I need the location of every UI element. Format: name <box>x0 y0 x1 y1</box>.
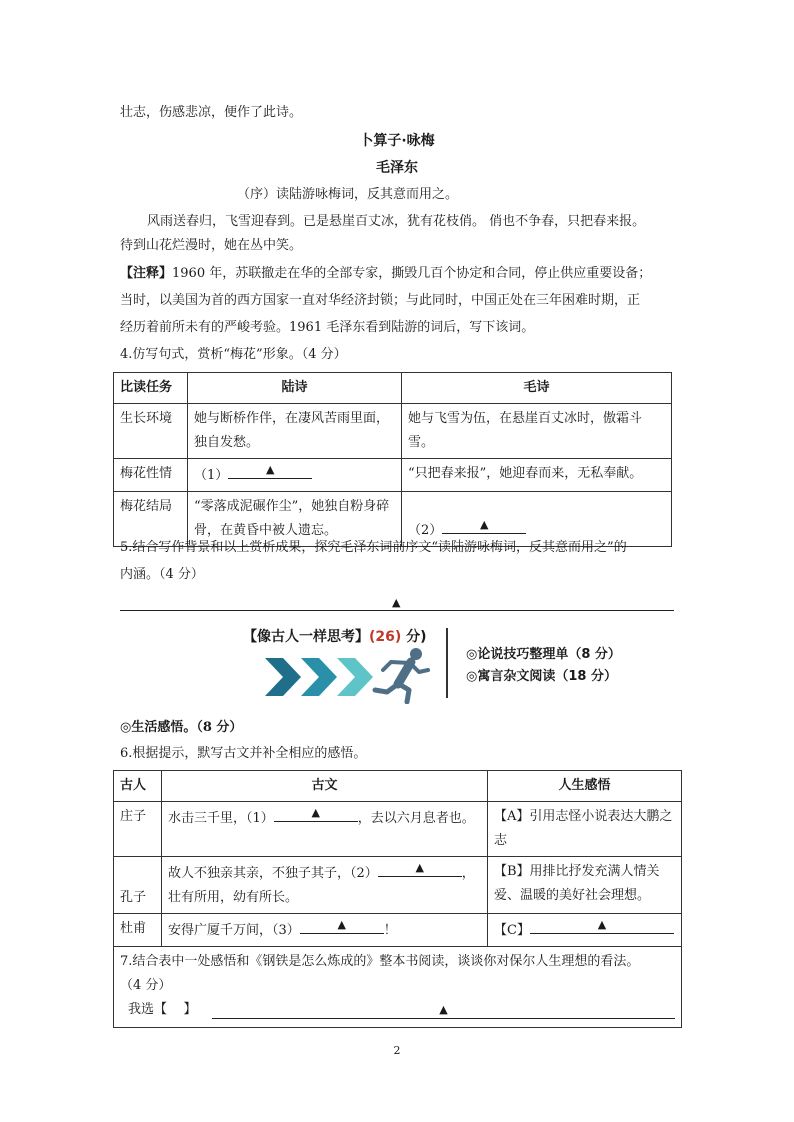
answer-blank-1[interactable] <box>228 462 312 479</box>
q6-text-a: 安得广厦千万间，（3） <box>168 923 300 938</box>
q4-task: 梅花结局 <box>114 492 188 547</box>
banner-graphic <box>265 648 435 704</box>
table-row <box>114 459 672 492</box>
q5-answer-line[interactable] <box>120 610 674 611</box>
q4-header-task: 比读任务 <box>114 373 188 404</box>
insight-label: 【C】 <box>494 923 530 938</box>
q4-lu: “零落成泥碾作尘”，她独自粉身碎骨，在黄昏中被人遗忘。 <box>188 492 402 547</box>
q4-mao: 她与飞雪为伍，在悬崖百丈冰时，傲霜斗雪。 <box>402 404 672 459</box>
answer-blank-3[interactable] <box>274 805 358 822</box>
table-row <box>114 404 672 459</box>
section-life: ◎生活感悟。（8 分） <box>120 720 243 735</box>
note-line-2: 当时，以美国为首的西方国家一直对华经济封锁；与此同时，中国正处在三年困难时期，正 <box>120 293 641 308</box>
answer-blank-2[interactable] <box>442 517 526 534</box>
q6-text-b: ，去以六月息者也。 <box>357 811 475 826</box>
banner-score: (26) <box>369 629 402 645</box>
note-text-1: 1960 年，苏联撤走在华的全部专家，撕毁几百个协定和合同，停止供应重要设备； <box>172 266 652 281</box>
poem-line-2: 待到山花烂漫时，她在丛中笑。 <box>120 238 303 253</box>
q4-mao: “只把春来报”，她迎春而来，无私奉献。 <box>402 459 672 492</box>
q4-prompt: 4.仿写句式，赏析“梅花”形象。（4 分） <box>120 347 347 362</box>
q6-insight <box>488 914 682 947</box>
banner-divider <box>446 628 448 698</box>
running-person-icon <box>375 648 428 702</box>
poem-title: 卜算子·咏梅 <box>359 133 435 149</box>
q6-insight: 【B】用排比抒发充满人情关爱、温暖的美好社会理想。 <box>488 857 682 914</box>
q4-lu <box>188 459 402 492</box>
chevron-right-icon <box>265 658 301 696</box>
triangle-icon: ▲ <box>266 463 275 476</box>
q5-line-1: 5.结合写作背景和以上赏析成果，探究毛泽东词前序文“读陆游咏梅词，反其意而用之”的 <box>120 540 627 555</box>
banner-item-2: ◎寓言杂文阅读（18 分） <box>466 669 617 684</box>
q4-header-lu: 陆诗 <box>188 373 402 404</box>
q6-text-a: 水击三千里，（1） <box>168 811 274 826</box>
q7-line-1: 7.结合表中一处感悟和《钢铁是怎么炼成的》整本书阅读，谈谈你对保尔人生理想的看法。 <box>120 954 640 969</box>
q6-insight: 【A】引用志怪小说表达大鹏之志 <box>488 802 682 857</box>
q6-header-insight: 人生感悟 <box>488 771 682 802</box>
poem-author: 毛泽东 <box>376 160 418 176</box>
blank-label: （2） <box>408 523 443 538</box>
q6-text-a: 故人不独亲其亲，不独子其子，（2） <box>168 866 378 881</box>
table-row <box>114 947 682 1028</box>
q4-task: 梅花性情 <box>114 459 188 492</box>
triangle-icon: ▲ <box>597 918 607 931</box>
note-label: 【注释】 <box>120 266 173 281</box>
table-row <box>114 802 682 857</box>
q4-task: 生长环境 <box>114 404 188 459</box>
triangle-icon: ▲ <box>480 518 489 531</box>
triangle-icon: ▲ <box>311 806 321 819</box>
note-line-3: 经历着前所未有的严峻考验。1961 毛泽东看到陆游的词后，写下该词。 <box>120 320 535 335</box>
triangle-icon: ▲ <box>415 861 425 874</box>
q6-person: 杜甫 <box>114 914 162 947</box>
table-row <box>114 857 682 914</box>
answer-blank-6[interactable] <box>530 917 674 934</box>
q4-lu: 她与断桥作伴，在凄风苦雨里面，独自发愁。 <box>188 404 402 459</box>
q6-text-b: ！ <box>383 923 397 938</box>
q7-choose[interactable]: 我选【 】 <box>128 1002 197 1017</box>
q4-header-mao: 毛诗 <box>402 373 672 404</box>
q6-header-text: 古文 <box>162 771 488 802</box>
q6-table <box>113 770 682 1028</box>
banner-title <box>243 626 427 646</box>
answer-blank-4[interactable] <box>378 860 462 877</box>
table-row <box>114 914 682 947</box>
q6-text <box>162 914 488 947</box>
banner-title-text: 【像古人一样思考】 <box>243 629 369 645</box>
triangle-icon: ▲ <box>392 596 401 609</box>
q7-answer-row <box>120 998 675 1024</box>
banner-title-suffix: 分) <box>401 629 427 645</box>
q6-text <box>162 857 488 914</box>
poem-preface: （序）读陆游咏梅词，反其意而用之。 <box>237 187 459 202</box>
chevron-right-icon <box>337 658 373 696</box>
triangle-icon: ▲ <box>337 918 347 931</box>
chevron-right-icon <box>301 658 337 696</box>
triangle-icon: ▲ <box>439 1003 448 1016</box>
banner-item-1: ◎论说技巧整理单（8 分） <box>466 647 621 662</box>
q6-prompt: 6.根据提示，默写古文并补全相应的感悟。 <box>120 746 367 761</box>
q7-cell <box>114 947 682 1028</box>
page-number: 2 <box>393 1044 401 1057</box>
note-line-1 <box>120 264 651 284</box>
q7-line-2: （4 分） <box>120 978 172 993</box>
q6-person: 孔子 <box>114 857 162 914</box>
poem-line-1: 风雨送春归，飞雪迎春到。已是悬崖百丈冰，犹有花枝俏。 俏也不争春，只把春来报。 <box>147 214 646 229</box>
q6-header-person: 古人 <box>114 771 162 802</box>
q4-table <box>113 372 672 547</box>
q7-answer-line[interactable] <box>212 1002 675 1019</box>
blank-label: （1） <box>194 468 229 483</box>
q6-text-b: ，壮有所用，幼有所长。 <box>168 866 475 905</box>
q6-person: 庄子 <box>114 802 162 857</box>
answer-blank-5[interactable] <box>300 917 384 934</box>
q6-text <box>162 802 488 857</box>
intro-tail: 壮志，伤感悲凉，便作了此诗。 <box>120 105 303 120</box>
q5-line-2: 内涵。（4 分） <box>120 567 204 582</box>
